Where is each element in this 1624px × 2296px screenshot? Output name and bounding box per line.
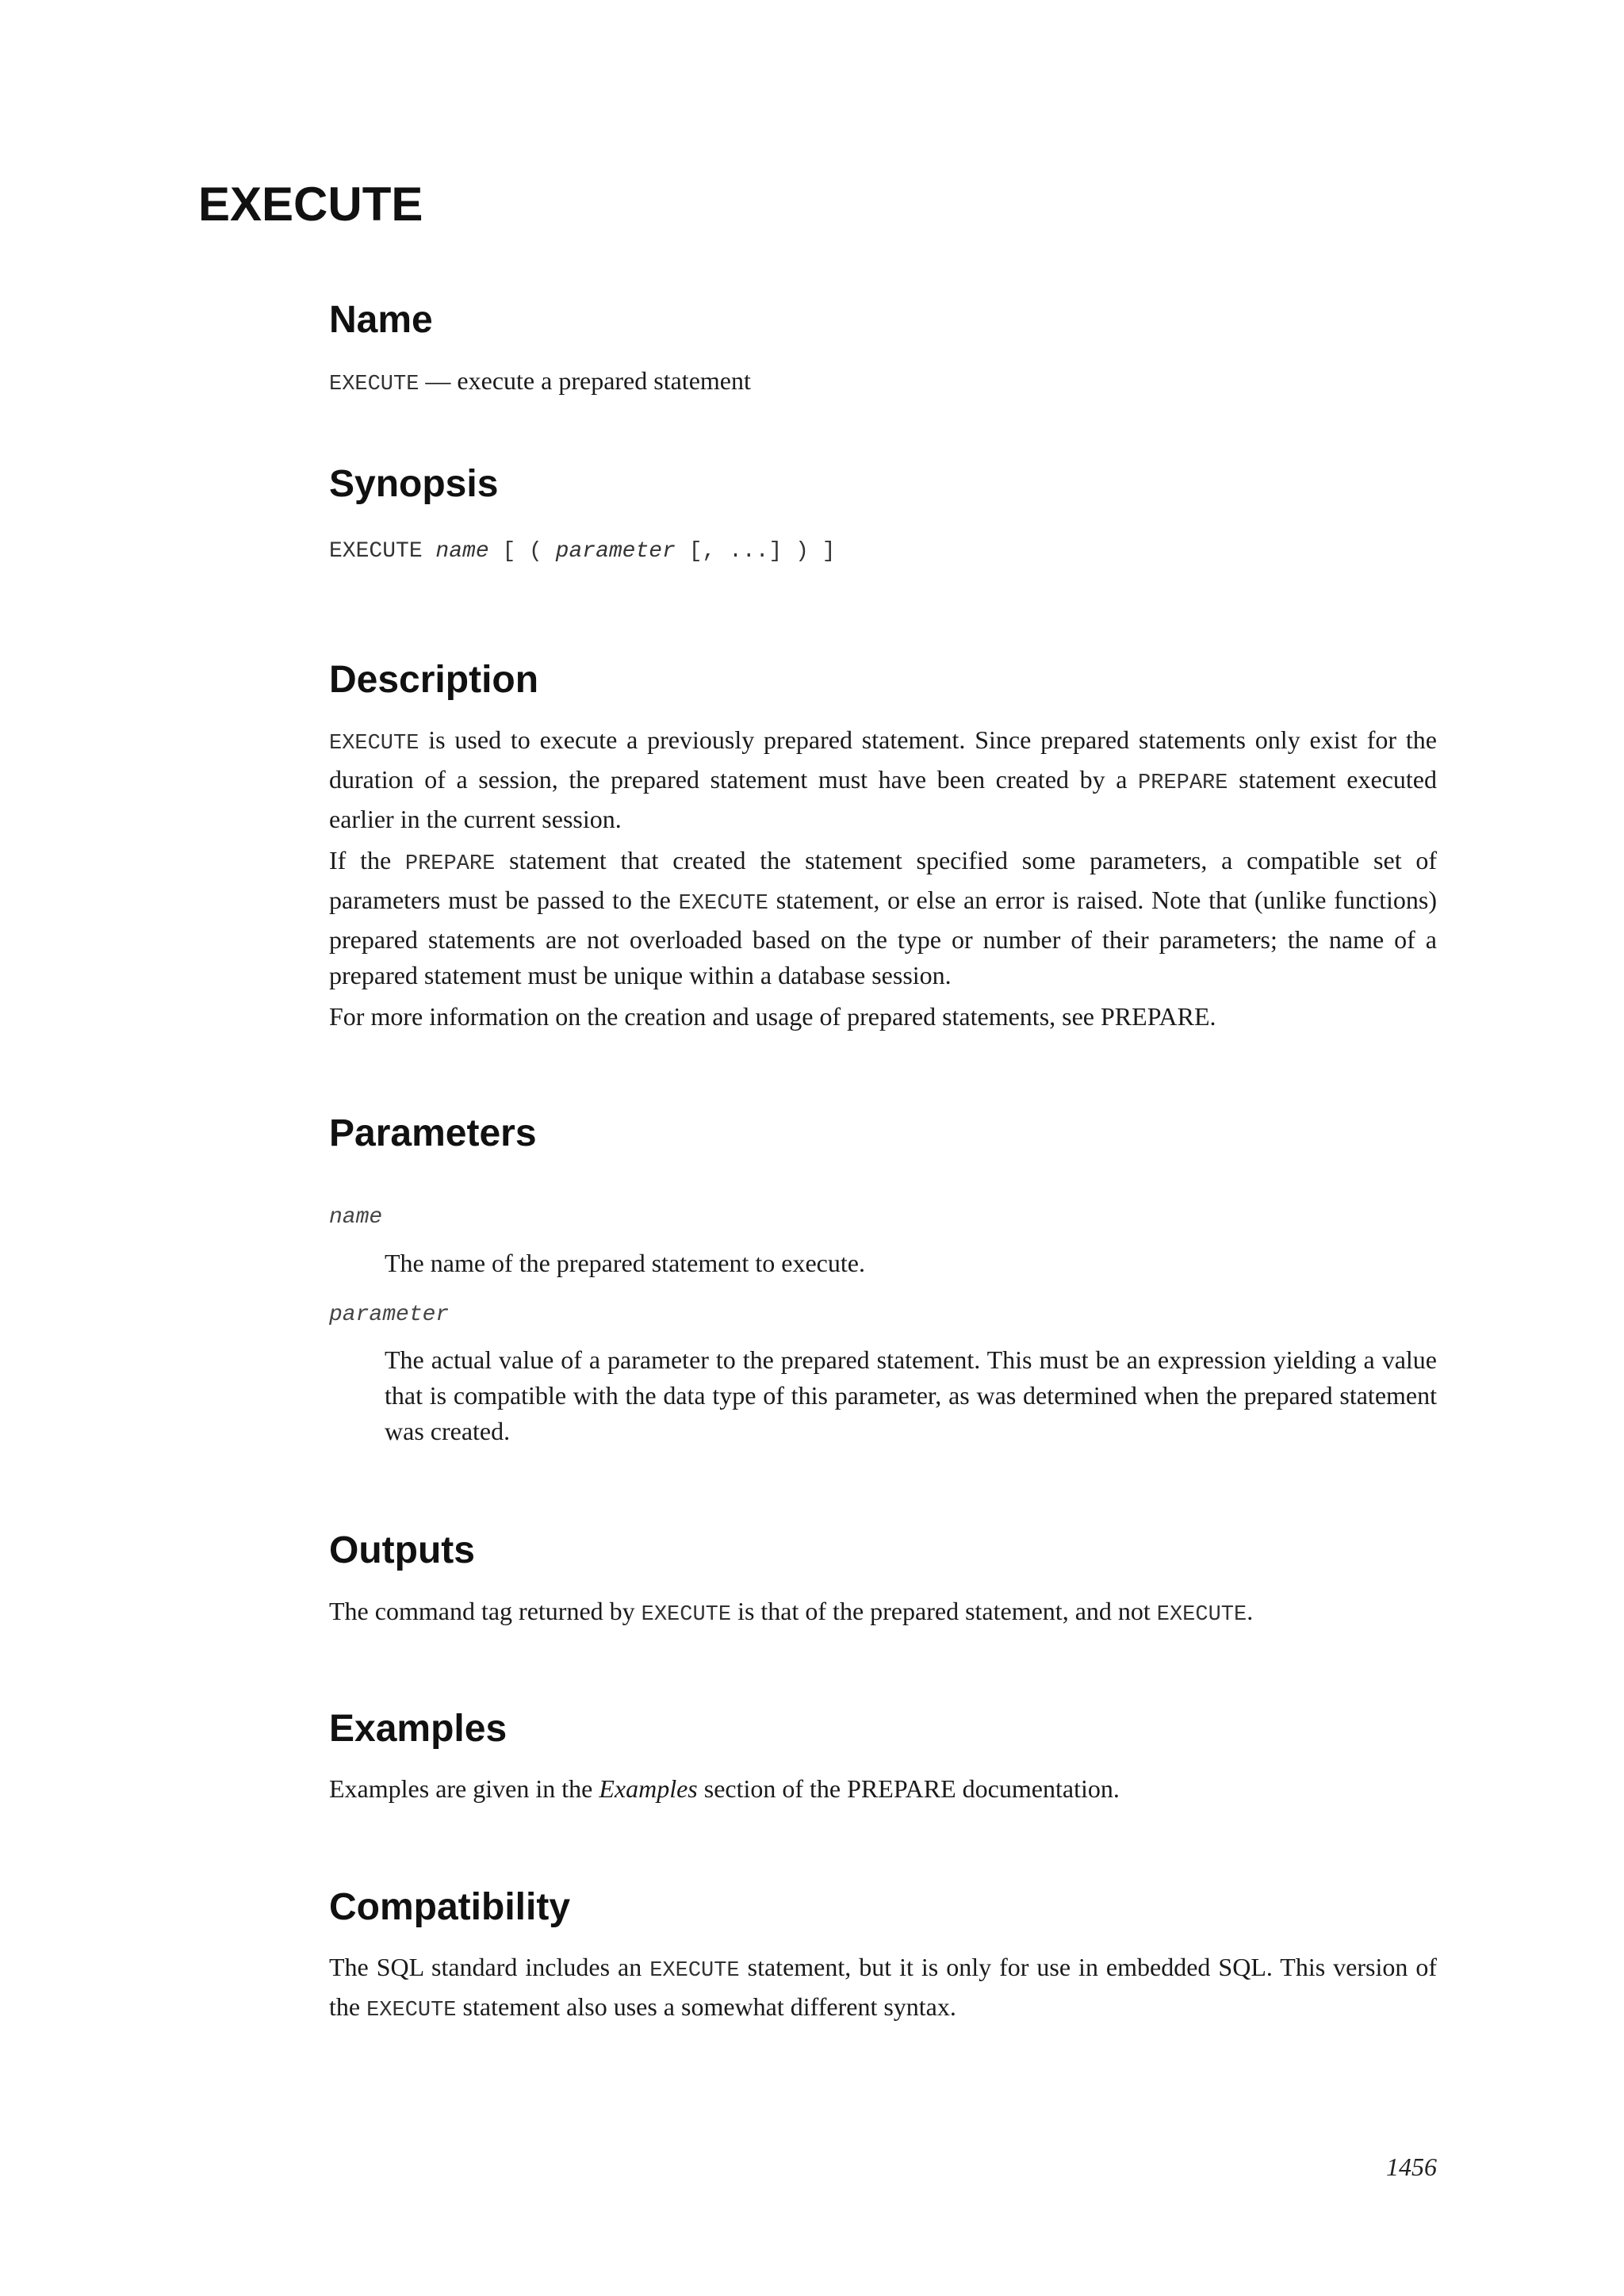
code-execute: EXECUTE — [329, 732, 419, 756]
description-heading: Description — [329, 659, 539, 701]
outputs-paragraph — [329, 1594, 1437, 1633]
examples-emphasis: Examples — [599, 1774, 698, 1803]
code-prepare: PREPARE — [404, 852, 496, 876]
outputs-text: The command tag returned by — [329, 1597, 642, 1625]
code-execute: EXECUTE — [1156, 1603, 1247, 1627]
outputs-text: is that of the prepared statement, and not — [731, 1597, 1157, 1625]
compatibility-paragraph — [329, 1950, 1437, 2029]
outputs-text: . — [1247, 1597, 1254, 1625]
examples-text: Examples are given in the — [329, 1774, 599, 1803]
parameters-heading: Parameters — [329, 1112, 537, 1154]
synopsis-code — [329, 541, 836, 563]
description-text: is used to execute a previously prepared statement. Since prepared statements only exist for the duration of a session, the prepared statement must have been created by a — [329, 725, 1437, 794]
parameter-term-name: name — [329, 1205, 383, 1230]
synopsis-name-arg: name — [435, 539, 489, 564]
description-text: statement, or else an error is raised. Note that (unlike functions) prepared statements are not overloaded based on the type or number of their parameters; the name of a prepared statement must be unique within a database session. — [329, 886, 1437, 989]
code-execute: EXECUTE — [641, 1603, 732, 1627]
synopsis-close: [, ...] ) ] — [675, 539, 836, 564]
name-line — [329, 363, 1437, 403]
synopsis-parameter-arg: parameter — [555, 539, 676, 564]
compatibility-text: statement also uses a somewhat different syntax. — [456, 1992, 956, 2021]
page-title: EXECUTE — [198, 178, 423, 231]
code-prepare: PREPARE — [1138, 771, 1228, 795]
description-paragraph-2 — [329, 843, 1437, 993]
synopsis-open: [ ( — [488, 539, 556, 564]
parameter-definition-name: The name of the prepared statement to execute. — [385, 1249, 865, 1277]
compatibility-text: The SQL standard includes an — [329, 1953, 650, 1981]
parameter-term-parameter: parameter — [329, 1303, 450, 1327]
description-text: statement that created the statement specified some parameters, a compatible set of parameters must be passed to the — [329, 846, 1437, 914]
name-purpose: — execute a prepared statement — [419, 366, 751, 395]
parameter-definition-parameter: The actual value of a parameter to the prepared statement. This must be an expression yielding a value that is compatible with the data type of this parameter, as was determined when the prepared statement was created. — [385, 1345, 1437, 1445]
examples-text: section of the PREPARE documentation. — [697, 1774, 1120, 1803]
compatibility-text: statement, but it is only for use in embedded SQL. This version of the — [329, 1953, 1438, 2021]
description-text: If the — [329, 846, 405, 874]
outputs-heading: Outputs — [329, 1529, 475, 1571]
compatibility-heading: Compatibility — [329, 1886, 571, 1928]
code-execute: EXECUTE — [366, 1999, 457, 2022]
description-paragraph-3: For more information on the creation and usage of prepared statements, see PREPARE. — [329, 1002, 1216, 1031]
examples-paragraph — [329, 1771, 1437, 1807]
description-text: statement executed earlier in the current session. — [329, 765, 1438, 833]
synopsis-command: EXECUTE — [329, 539, 436, 564]
description-paragraph-1 — [329, 722, 1437, 837]
code-execute: EXECUTE — [649, 1959, 740, 1983]
name-heading: Name — [329, 299, 433, 341]
code-execute: EXECUTE — [678, 892, 769, 916]
synopsis-heading: Synopsis — [329, 463, 499, 505]
name-command: EXECUTE — [329, 373, 419, 396]
examples-heading: Examples — [329, 1708, 508, 1750]
page-number: 1456 — [1386, 2152, 1437, 2181]
